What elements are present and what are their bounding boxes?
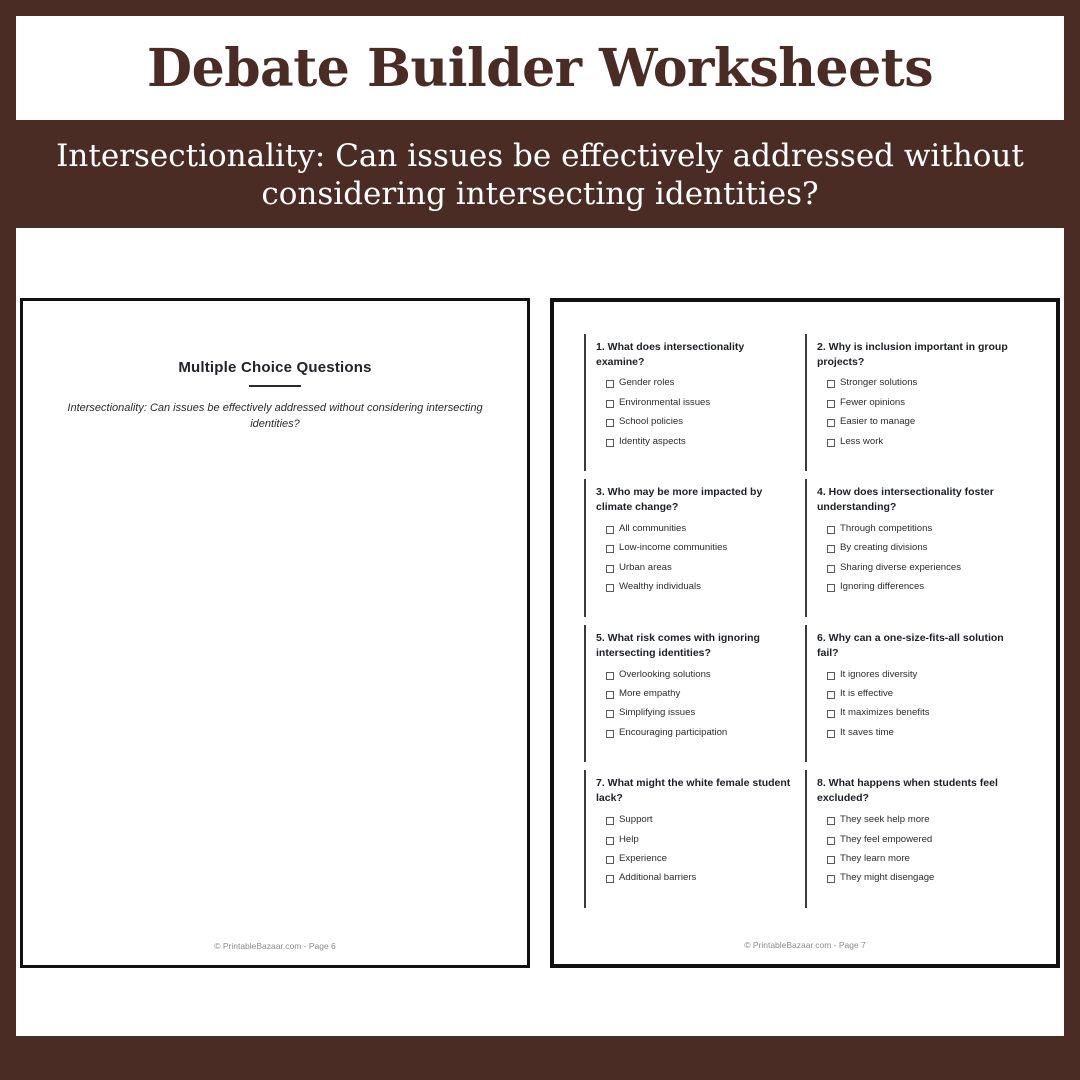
option-label: They might disengage [840,872,935,884]
checkbox-icon[interactable] [827,565,835,573]
option-label: Fewer opinions [840,396,906,408]
question-option[interactable] [827,814,1016,827]
checkbox-icon[interactable] [827,837,835,845]
option-label: Support [619,814,653,826]
question-item [805,334,1026,472]
option-label: It ignores diversity [840,668,918,680]
left-worksheet-footer: © PrintableBazaar.com - Page 6 [214,940,336,951]
option-label: Gender roles [619,377,675,389]
question-option[interactable] [606,872,795,885]
question-item [584,770,805,908]
question-option[interactable] [827,436,1016,449]
question-option[interactable] [606,397,795,410]
page-subtitle: Intersectionality: Can issues be effectively addressed without considering intersecting identities? [56,138,1024,212]
question-option[interactable] [827,562,1016,575]
question-option[interactable] [606,562,795,575]
question-option[interactable] [827,727,1016,740]
option-label: Help [619,833,639,845]
option-label: Environmental issues [619,396,711,408]
option-label: It maximizes benefits [840,707,930,719]
right-worksheet-footer: © PrintableBazaar.com - Page 7 [744,939,866,950]
question-text: 7. What might the white female student lack? [596,777,791,805]
worksheet-page-left [20,298,530,968]
checkbox-icon[interactable] [606,526,614,534]
question-text: 1. What does intersectionality examine? [596,340,745,368]
sheet-container [16,228,1064,1036]
question-text: 2. Why is inclusion important in group projects? [817,340,1008,368]
checkbox-icon[interactable] [606,817,614,825]
question-option[interactable] [827,669,1016,682]
checkbox-icon[interactable] [827,730,835,738]
checkbox-icon[interactable] [827,439,835,447]
option-label: Through competitions [840,523,933,534]
checkbox-icon[interactable] [827,710,835,718]
left-worksheet-title: Multiple Choice Questions [178,358,372,376]
option-label: Experience [619,853,667,864]
checkbox-icon[interactable] [827,526,835,534]
question-option[interactable] [827,688,1016,701]
checkbox-icon[interactable] [606,419,614,427]
question-item [584,334,805,472]
checkbox-icon[interactable] [606,545,614,553]
question-option[interactable] [606,581,795,594]
worksheet-page-right [550,298,1060,968]
checkbox-icon[interactable] [606,691,614,699]
checkbox-icon[interactable] [606,439,614,447]
question-text: 4. How does intersectionality foster understanding? [817,486,994,514]
subtitle-band [16,120,1064,228]
question-option[interactable] [827,397,1016,410]
option-label: Easier to manage [840,416,916,428]
page-title: Debate Builder Worksheets [147,37,933,99]
option-label: Encouraging participation [619,726,728,738]
question-option[interactable] [606,727,795,740]
question-option[interactable] [606,834,795,847]
question-option[interactable] [606,688,795,701]
question-text: 6. Why can a one-size-fits-all solution fail? [817,631,1004,659]
option-label: They feel empowered [840,833,933,845]
checkbox-icon[interactable] [827,584,835,592]
worksheet-row [16,298,1064,968]
option-label: Ignoring differences [840,581,925,593]
question-option[interactable] [606,436,795,449]
question-item [805,625,1026,763]
checkbox-icon[interactable] [827,817,835,825]
question-item [805,770,1026,908]
question-option[interactable] [606,542,795,555]
checkbox-icon[interactable] [827,400,835,408]
option-label: All communities [619,523,687,534]
checkbox-icon[interactable] [606,856,614,864]
option-label: Stronger solutions [840,377,918,389]
option-label: They seek help more [840,814,930,826]
question-option[interactable] [827,377,1016,390]
checkbox-icon[interactable] [606,672,614,680]
option-label: Overlooking solutions [619,668,711,680]
option-label: It is effective [840,688,894,699]
checkbox-icon[interactable] [827,419,835,427]
question-option[interactable] [606,814,795,827]
checkbox-icon[interactable] [606,710,614,718]
question-item [584,479,805,617]
checkbox-icon[interactable] [827,856,835,864]
question-option[interactable] [606,669,795,682]
checkbox-icon[interactable] [827,672,835,680]
question-text: 5. What risk comes with ignoring intersecting identities? [596,631,760,659]
option-label: It saves time [840,726,894,738]
option-label: They learn more [840,853,910,864]
checkbox-icon[interactable] [606,875,614,883]
option-label: Identity aspects [619,435,686,447]
question-text: 8. What happens when students feel excluded? [817,777,998,805]
checkbox-icon[interactable] [827,691,835,699]
question-option[interactable] [827,542,1016,555]
title-band [16,16,1064,120]
option-label: Wealthy individuals [619,581,701,593]
option-label: School policies [619,416,683,428]
left-worksheet-instruction: Intersectionality: Can issues be effectively addressed without considering intersecting identities? [67,401,483,430]
option-label: Sharing diverse experiences [840,561,962,573]
checkbox-icon[interactable] [827,380,835,388]
option-label: By creating divisions [840,542,928,554]
question-option[interactable] [827,416,1016,429]
question-text: 3. Who may be more impacted by climate change? [596,486,763,514]
question-item [584,625,805,763]
question-option[interactable] [827,834,1016,847]
questions-grid [578,328,1032,916]
option-label: Urban areas [619,561,672,573]
checkbox-icon[interactable] [827,875,835,883]
question-option[interactable] [827,581,1016,594]
option-label: Simplifying issues [619,707,696,719]
question-option[interactable] [606,853,795,866]
option-label: More empathy [619,688,681,699]
question-option[interactable] [827,872,1016,885]
checkbox-icon[interactable] [606,400,614,408]
question-option[interactable] [606,377,795,390]
question-option[interactable] [606,707,795,720]
checkbox-icon[interactable] [606,565,614,573]
title-divider [249,385,301,387]
checkbox-icon[interactable] [606,837,614,845]
option-label: Additional barriers [619,872,697,884]
checkbox-icon[interactable] [606,584,614,592]
checkbox-icon[interactable] [606,730,614,738]
option-label: Low-income communities [619,542,728,554]
checkbox-icon[interactable] [827,545,835,553]
question-option[interactable] [827,707,1016,720]
question-option[interactable] [606,523,795,536]
question-option[interactable] [827,853,1016,866]
question-item [805,479,1026,617]
question-option[interactable] [606,416,795,429]
question-option[interactable] [827,523,1016,536]
option-label: Less work [840,435,884,447]
checkbox-icon[interactable] [606,380,614,388]
